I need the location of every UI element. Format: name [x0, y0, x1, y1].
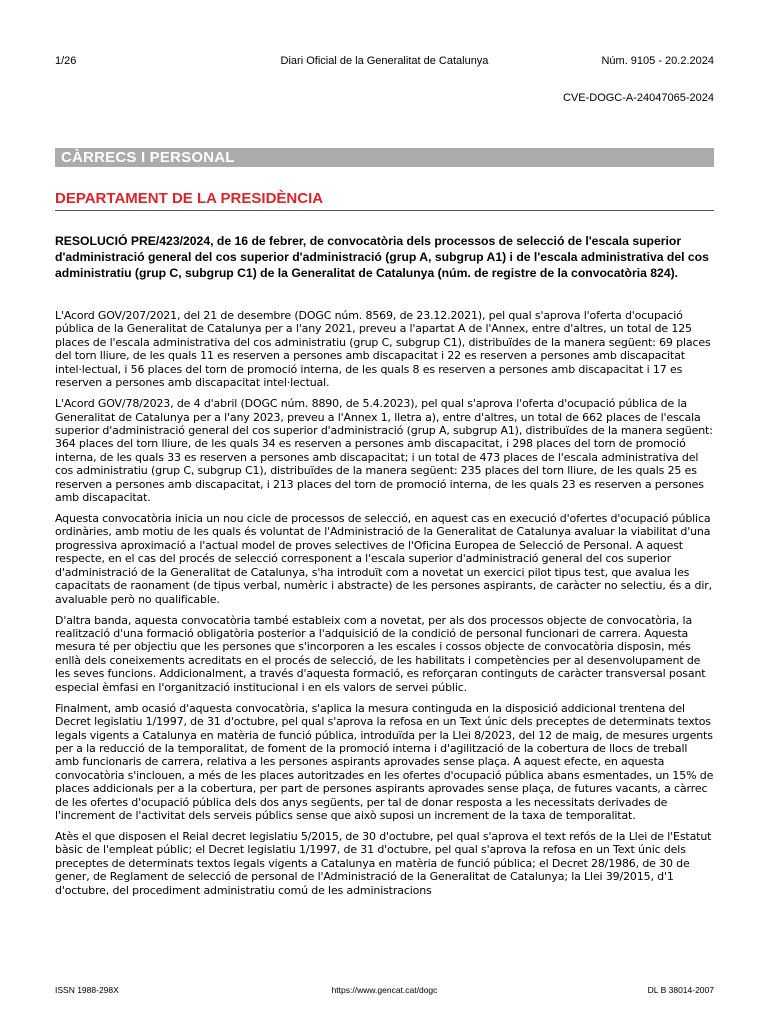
document-body [55, 309, 714, 905]
section-bar [55, 148, 714, 167]
page-header [55, 55, 714, 71]
legal-deposit: DL B 38014-2007 [647, 985, 714, 995]
issue-number: Núm. 9105 - 20.2.2024 [601, 55, 714, 67]
page-number: 1/26 [55, 55, 77, 67]
cve-identifier: CVE-DOGC-A-24047065-2024 [562, 92, 714, 104]
resolution-title: RESOLUCIÓ PRE/423/2024, de 16 de febrer, de convocatòria dels processos de selecció de l'escala superior d'administració general del cos superior d'administració (grup A, subgrup A1) i de l'escala administrativa del cos administratiu (grup C, subgrup C1) de la Generalitat de Catalunya (núm. de registre de la convocatòria 824). [55, 234, 709, 281]
footer-url: https://www.gencat.cat/dogc [331, 985, 438, 995]
body-paragraph: Finalment, amb ocasió d'aquesta convocatòria, s'aplica la mesura continguda en la disposició addicional trentena del Decret legislatiu 1/1997, de 31 d'octubre, pel qual s'aprova la refosa en un Text únic dels preceptes de determinats textos legals vigents a Catalunya en matèria de funció pública, introduïda per la Llei 8/2023, del 12 de maig, de mesures urgents per a la reducció de la temporalitat, de foment de la promoció interna i d'agilització de la cobertura de llocs de treball amb funcionaris de carrera, relativa a les persones aspirants aprovades sense plaça. A aquest efecte, en aquesta convocatòria s'inclouen, a més de les places autoritzades en les ofertes d'ocupació pública abans esmentades, un 15% de places addicionals per a la cobertura, per part de persones aspirants aprovades sense plaça, de futures vacants, a càrrec de les ofertes d'ocupació pública dels dos anys següents, per tal de donar resposta a les necessitats derivades de l'increment de l'activitat dels serveis públics sense que això suposi un increment de la taxa de temporalitat. [55, 701, 714, 822]
department-divider [55, 210, 714, 211]
department-title: DEPARTAMENT DE LA PRESIDÈNCIA [55, 190, 324, 207]
body-paragraph: Aquesta convocatòria inicia un nou cicle de processos de selecció, en aquest cas en execució d'ofertes d'ocupació pública ordinàries, amb motiu de les quals és voluntat de l'Administració de la Generalitat de Catalunya avaluar la viabilitat d'una progressiva aproximació a l'actual model de proves selectives de l'Oficina Europea de Selecció de Personal. A aquest respecte, en el cas del procés de selecció corresponent a l'escala superior d'administració general del cos superior d'administració de la Generalitat de Catalunya, s'ha introduït com a novetat un exercici pilot tipus test, que avalua les capacitats de raonament (de tipus verbal, numèric i abstracte) de les persones aspirants, de caràcter no selectiu, és a dir, avaluable però no qualificable. [55, 512, 712, 606]
body-paragraph: D'altra banda, aquesta convocatòria també estableix com a novetat, per als dos processos objecte de convocatòria, la realització d'una formació obligatòria posterior a l'adquisició de la condició de personal funcionari de carrera. Aquesta mesura té per objectiu que les persones que s'incorporen a les escales i cossos objecte de convocatòria disposin, més enllà dels coneixements acreditats en el procés de selecció, de les habilitats i competències per al desenvolupament de les seves funcions. Addicionalment, a través d'aquesta formació, es reforçaran continguts de caràcter transversal posant especial èmfasi en l'organització institucional i en els valors de servei públic. [55, 613, 706, 694]
body-paragraph: Atès el que disposen el Reial decret legislatiu 5/2015, de 30 d'octubre, pel qual s'aprova el text refós de la Llei de l'Estatut bàsic de l'empleat públic; el Decret legislatiu 1/1997, de 31 d'octubre, pel qual s'aprova la refosa en un Text únic dels preceptes de determinats textos legals vigents a Catalunya en matèria de funció pública; el Decret 28/1986, de 30 de gener, de Reglament de selecció de personal de l'Administració de la Generalitat de Catalunya; la Llei 39/2015, d'1 d'octubre, del procediment administratiu comú de les administracions [55, 830, 712, 897]
publication-title: Diari Oficial de la Generalitat de Catalunya [280, 55, 489, 67]
body-paragraph: L'Acord GOV/78/2023, de 4 d'abril (DOGC núm. 8890, de 5.4.2023), pel qual s'aprova l'oferta d'ocupació pública de la Generalitat de Catalunya per a l'any 2023, preveu a l'Annex 1, lletra a), entre d'altres, un total de 662 places de l'escala superior d'administració general del cos superior d'administració (grup A, subgrup A1), distribuïdes de la manera següent: 364 places del torn lliure, de les quals 34 es reserven a persones amb discapacitat, i 298 places del torn de promoció interna, de les quals 33 es reserven a persones amb discapacitat; i un total de 473 places de l'escala administrativa del cos administratiu (grup C, subgrup C1), distribuïdes de la manera següent: 235 places del torn lliure, de les quals 25 es reserven a persones amb discapacitat, i 213 places del torn de promoció interna, de les quals 23 es reserven a persones amb discapacitat. [55, 397, 713, 504]
issn: ISSN 1988-298X [55, 985, 119, 995]
page-footer [55, 985, 714, 997]
body-paragraph: L'Acord GOV/207/2021, del 21 de desembre (DOGC núm. 8569, de 23.12.2021), pel qual s'aprova l'oferta d'ocupació pública de la Generalitat de Catalunya per a l'any 2021, preveu a l'apartat A de l'Annex, entre d'altres, un total de 125 places de l'escala administrativa del cos administratiu (grup C, subgrup C1), distribuïdes de la manera següent: 69 places del torn lliure, de les quals 11 es reserven a persones amb discapacitat i 22 es reserven a persones amb discapacitat intel·lectual, i 56 places del torn de promoció interna, de les quals 8 es reserven a persones amb discapacitat i 17 es reserven a persones amb discapacitat intel·lectual. [55, 309, 711, 390]
section-title: CÀRRECS I PERSONAL [61, 149, 235, 166]
